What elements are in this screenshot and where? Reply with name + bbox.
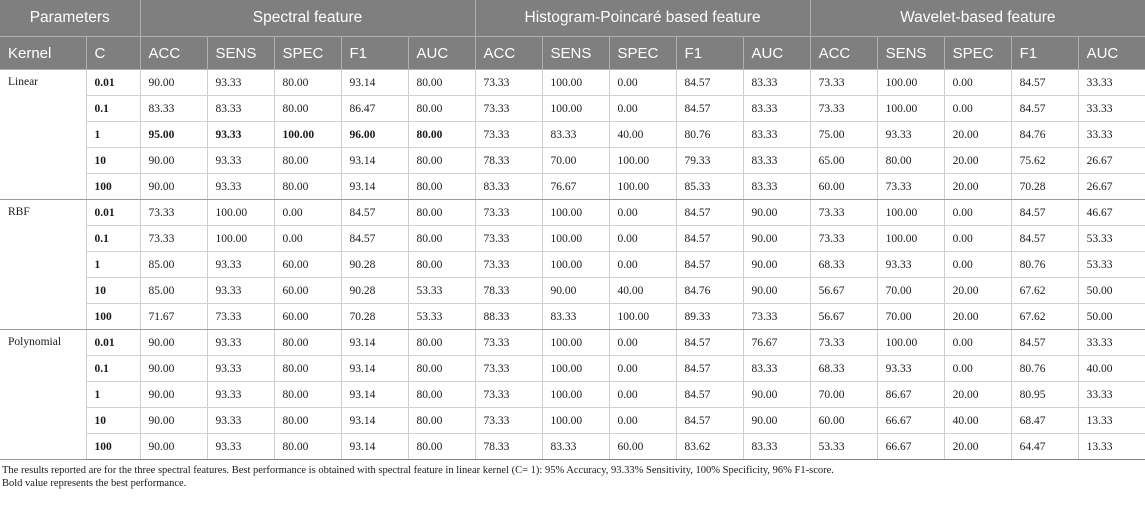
metric-cell: 80.00	[274, 96, 341, 122]
metric-cell: 80.00	[408, 122, 475, 148]
metric-cell: 0.00	[609, 96, 676, 122]
c-value-cell: 10	[86, 148, 140, 174]
metric-cell: 85.33	[676, 174, 743, 200]
metric-cell: 53.33	[1078, 252, 1145, 278]
metric-cell: 84.57	[676, 226, 743, 252]
table-body	[0, 70, 1145, 460]
metric-cell: 33.33	[1078, 96, 1145, 122]
metric-cell: 85.00	[140, 252, 207, 278]
metric-cell: 80.00	[408, 200, 475, 226]
metric-cell: 68.33	[810, 252, 877, 278]
metric-cell: 64.47	[1011, 434, 1078, 460]
metric-cell: 93.33	[877, 122, 944, 148]
metric-cell: 73.33	[475, 70, 542, 96]
metric-cell: 68.47	[1011, 408, 1078, 434]
metric-cell: 73.33	[475, 382, 542, 408]
metric-cell: 80.00	[274, 148, 341, 174]
metric-cell: 100.00	[207, 226, 274, 252]
metric-cell: 66.67	[877, 408, 944, 434]
metric-cell: 40.00	[1078, 356, 1145, 382]
metric-cell: 33.33	[1078, 330, 1145, 356]
metric-cell: 84.76	[676, 278, 743, 304]
metric-cell: 90.00	[743, 382, 810, 408]
metric-cell: 83.33	[743, 96, 810, 122]
table-row	[0, 330, 1145, 356]
metric-cell: 33.33	[1078, 70, 1145, 96]
metric-cell: 80.00	[274, 174, 341, 200]
metric-cell: 93.33	[207, 434, 274, 460]
metric-cell: 100.00	[877, 226, 944, 252]
metric-cell: 100.00	[609, 174, 676, 200]
column-header: F1	[676, 37, 743, 70]
metric-cell: 89.33	[676, 304, 743, 330]
metric-cell: 75.00	[810, 122, 877, 148]
table-row	[0, 278, 1145, 304]
metric-cell: 73.33	[140, 200, 207, 226]
sub-header-row	[0, 37, 1145, 70]
metric-cell: 80.00	[408, 356, 475, 382]
metric-cell: 100.00	[542, 408, 609, 434]
metric-cell: 84.57	[676, 200, 743, 226]
metric-cell: 80.76	[1011, 356, 1078, 382]
table-row	[0, 408, 1145, 434]
metric-cell: 0.00	[944, 96, 1011, 122]
c-value-cell: 10	[86, 408, 140, 434]
metric-cell: 84.57	[676, 382, 743, 408]
metric-cell: 100.00	[877, 200, 944, 226]
metric-cell: 84.57	[1011, 200, 1078, 226]
metric-cell: 80.00	[877, 148, 944, 174]
metric-cell: 79.33	[676, 148, 743, 174]
footnote-results: The results reported are for the three spectral features. Best performance is obtained with spectral feature in linear kernel (C= 1): 95% Accuracy, 93.33% Sensitivity, 100% Specificity, 96% F1-score.	[2, 465, 834, 476]
column-header: F1	[1011, 37, 1078, 70]
metric-cell: 84.57	[676, 330, 743, 356]
metric-cell: 20.00	[944, 382, 1011, 408]
column-header: SENS	[877, 37, 944, 70]
metric-cell: 73.33	[743, 304, 810, 330]
table-row	[0, 252, 1145, 278]
metric-cell: 0.00	[274, 226, 341, 252]
column-header: SPEC	[274, 37, 341, 70]
metric-cell: 93.14	[341, 382, 408, 408]
column-header: AUC	[408, 37, 475, 70]
table-row	[0, 122, 1145, 148]
metric-cell: 80.00	[408, 434, 475, 460]
metric-cell: 78.33	[475, 278, 542, 304]
metric-cell: 70.00	[877, 278, 944, 304]
c-value-cell: 10	[86, 278, 140, 304]
metric-cell: 70.28	[341, 304, 408, 330]
metric-cell: 83.33	[475, 174, 542, 200]
metric-cell: 73.33	[475, 330, 542, 356]
metric-cell: 80.00	[274, 434, 341, 460]
metric-cell: 80.00	[408, 330, 475, 356]
metric-cell: 84.57	[676, 96, 743, 122]
footnote-bold: Bold value represents the best performance.	[2, 478, 187, 489]
table-row	[0, 96, 1145, 122]
metric-cell: 13.33	[1078, 408, 1145, 434]
column-header: Kernel	[0, 37, 86, 70]
metric-cell: 80.95	[1011, 382, 1078, 408]
metric-cell: 83.33	[542, 434, 609, 460]
metric-cell: 73.33	[810, 96, 877, 122]
column-header: F1	[341, 37, 408, 70]
metric-cell: 0.00	[944, 330, 1011, 356]
metric-cell: 0.00	[944, 356, 1011, 382]
metric-cell: 56.67	[810, 278, 877, 304]
metric-cell: 80.00	[408, 148, 475, 174]
metric-cell: 90.28	[341, 252, 408, 278]
metric-cell: 53.33	[408, 304, 475, 330]
metric-cell: 60.00	[274, 278, 341, 304]
column-header: AUC	[743, 37, 810, 70]
c-value-cell: 1	[86, 252, 140, 278]
metric-cell: 68.33	[810, 356, 877, 382]
metric-cell: 50.00	[1078, 304, 1145, 330]
metric-cell: 73.33	[475, 226, 542, 252]
metric-cell: 56.67	[810, 304, 877, 330]
group-header-wavelet: Wavelet-based feature	[810, 0, 1145, 37]
metric-cell: 93.33	[207, 174, 274, 200]
metric-cell: 26.67	[1078, 148, 1145, 174]
metric-cell: 40.00	[944, 408, 1011, 434]
metric-cell: 80.00	[408, 174, 475, 200]
metric-cell: 100.00	[877, 70, 944, 96]
metric-cell: 100.00	[542, 96, 609, 122]
metric-cell: 20.00	[944, 278, 1011, 304]
metric-cell: 80.00	[408, 70, 475, 96]
metric-cell: 83.33	[542, 122, 609, 148]
metric-cell: 53.33	[1078, 226, 1145, 252]
metric-cell: 20.00	[944, 434, 1011, 460]
metric-cell: 90.00	[140, 408, 207, 434]
metric-cell: 65.00	[810, 148, 877, 174]
metric-cell: 93.33	[207, 252, 274, 278]
metric-cell: 93.33	[207, 122, 274, 148]
metric-cell: 0.00	[274, 200, 341, 226]
metric-cell: 0.00	[609, 408, 676, 434]
metric-cell: 84.57	[1011, 226, 1078, 252]
metric-cell: 73.33	[810, 226, 877, 252]
metric-cell: 93.33	[877, 356, 944, 382]
table-row	[0, 434, 1145, 460]
metric-cell: 85.00	[140, 278, 207, 304]
metric-cell: 93.33	[877, 252, 944, 278]
metric-cell: 100.00	[542, 200, 609, 226]
metric-cell: 83.33	[542, 304, 609, 330]
metric-cell: 73.33	[475, 122, 542, 148]
metric-cell: 80.00	[274, 356, 341, 382]
metric-cell: 73.33	[475, 96, 542, 122]
metric-cell: 73.33	[475, 356, 542, 382]
metric-cell: 90.00	[140, 148, 207, 174]
metric-cell: 84.57	[676, 408, 743, 434]
metric-cell: 0.00	[609, 382, 676, 408]
metric-cell: 93.33	[207, 382, 274, 408]
table-row	[0, 304, 1145, 330]
metric-cell: 76.67	[743, 330, 810, 356]
metric-cell: 84.57	[341, 200, 408, 226]
group-header-row	[0, 0, 1145, 37]
metric-cell: 83.62	[676, 434, 743, 460]
metric-cell: 20.00	[944, 122, 1011, 148]
metric-cell: 84.57	[1011, 96, 1078, 122]
c-value-cell: 0.1	[86, 96, 140, 122]
metric-cell: 78.33	[475, 434, 542, 460]
metric-cell: 71.67	[140, 304, 207, 330]
metric-cell: 80.00	[274, 70, 341, 96]
metric-cell: 93.14	[341, 330, 408, 356]
table-row	[0, 382, 1145, 408]
metric-cell: 93.33	[207, 70, 274, 96]
kernel-cell: Linear	[0, 70, 86, 200]
kernel-cell: RBF	[0, 200, 86, 330]
c-value-cell: 0.1	[86, 226, 140, 252]
metric-cell: 73.33	[140, 226, 207, 252]
metric-cell: 83.33	[743, 434, 810, 460]
metric-cell: 100.00	[542, 70, 609, 96]
metric-cell: 90.00	[140, 434, 207, 460]
metric-cell: 93.14	[341, 408, 408, 434]
metric-cell: 60.00	[810, 174, 877, 200]
metric-cell: 90.28	[341, 278, 408, 304]
metric-cell: 0.00	[944, 200, 1011, 226]
metric-cell: 80.00	[408, 252, 475, 278]
metric-cell: 60.00	[274, 304, 341, 330]
metric-cell: 80.76	[676, 122, 743, 148]
metric-cell: 78.33	[475, 148, 542, 174]
metric-cell: 26.67	[1078, 174, 1145, 200]
metric-cell: 70.00	[877, 304, 944, 330]
metric-cell: 33.33	[1078, 382, 1145, 408]
table-header	[0, 0, 1145, 70]
metric-cell: 20.00	[944, 174, 1011, 200]
metric-cell: 84.57	[1011, 330, 1078, 356]
metric-cell: 50.00	[1078, 278, 1145, 304]
metric-cell: 83.33	[743, 122, 810, 148]
metric-cell: 100.00	[609, 304, 676, 330]
metric-cell: 80.00	[274, 408, 341, 434]
metric-cell: 90.00	[140, 70, 207, 96]
table-notes	[0, 460, 1145, 490]
metric-cell: 100.00	[877, 330, 944, 356]
c-value-cell: 0.01	[86, 70, 140, 96]
c-value-cell: 100	[86, 304, 140, 330]
metric-cell: 33.33	[1078, 122, 1145, 148]
metric-cell: 90.00	[140, 382, 207, 408]
column-header: C	[86, 37, 140, 70]
metric-cell: 0.00	[609, 70, 676, 96]
metric-cell: 83.33	[743, 70, 810, 96]
metric-cell: 83.33	[743, 356, 810, 382]
metric-cell: 90.00	[743, 408, 810, 434]
table-row	[0, 356, 1145, 382]
metric-cell: 100.00	[609, 148, 676, 174]
metric-cell: 100.00	[207, 200, 274, 226]
metric-cell: 84.57	[676, 252, 743, 278]
metric-cell: 83.33	[140, 96, 207, 122]
metric-cell: 40.00	[609, 278, 676, 304]
metric-cell: 83.33	[743, 174, 810, 200]
metric-cell: 66.67	[877, 434, 944, 460]
metric-cell: 93.33	[207, 278, 274, 304]
metric-cell: 100.00	[542, 330, 609, 356]
c-value-cell: 0.1	[86, 356, 140, 382]
metric-cell: 84.57	[676, 356, 743, 382]
metric-cell: 80.00	[408, 408, 475, 434]
table-row	[0, 226, 1145, 252]
metric-cell: 93.14	[341, 356, 408, 382]
metric-cell: 46.67	[1078, 200, 1145, 226]
column-header: ACC	[475, 37, 542, 70]
metric-cell: 80.76	[1011, 252, 1078, 278]
metric-cell: 67.62	[1011, 278, 1078, 304]
metric-cell: 100.00	[542, 226, 609, 252]
metric-cell: 76.67	[542, 174, 609, 200]
metric-cell: 90.00	[140, 330, 207, 356]
metric-cell: 86.67	[877, 382, 944, 408]
metric-cell: 100.00	[877, 96, 944, 122]
metric-cell: 93.33	[207, 148, 274, 174]
group-header-spectral: Spectral feature	[140, 0, 475, 37]
metric-cell: 73.33	[810, 200, 877, 226]
column-header: SENS	[542, 37, 609, 70]
metric-cell: 73.33	[207, 304, 274, 330]
metric-cell: 75.62	[1011, 148, 1078, 174]
metric-cell: 73.33	[810, 70, 877, 96]
metric-cell: 67.62	[1011, 304, 1078, 330]
metric-cell: 0.00	[609, 252, 676, 278]
metric-cell: 93.33	[207, 408, 274, 434]
metric-cell: 100.00	[542, 356, 609, 382]
group-header-parameters: Parameters	[0, 0, 140, 37]
c-value-cell: 1	[86, 122, 140, 148]
group-header-histogram: Histogram-Poincaré based feature	[475, 0, 810, 37]
metric-cell: 93.14	[341, 174, 408, 200]
c-value-cell: 100	[86, 174, 140, 200]
metric-cell: 73.33	[475, 200, 542, 226]
c-value-cell: 100	[86, 434, 140, 460]
metric-cell: 0.00	[609, 356, 676, 382]
metric-cell: 0.00	[609, 200, 676, 226]
metric-cell: 0.00	[609, 330, 676, 356]
column-header: SPEC	[944, 37, 1011, 70]
metric-cell: 20.00	[944, 304, 1011, 330]
c-value-cell: 1	[86, 382, 140, 408]
table-row	[0, 200, 1145, 226]
column-header: SPEC	[609, 37, 676, 70]
metric-cell: 90.00	[743, 252, 810, 278]
metric-cell: 70.28	[1011, 174, 1078, 200]
metric-cell: 0.00	[944, 226, 1011, 252]
metric-cell: 93.33	[207, 330, 274, 356]
metric-cell: 0.00	[944, 252, 1011, 278]
column-header: ACC	[140, 37, 207, 70]
metric-cell: 84.57	[676, 70, 743, 96]
table-row	[0, 174, 1145, 200]
column-header: AUC	[1078, 37, 1145, 70]
metric-cell: 90.00	[140, 356, 207, 382]
metric-cell: 100.00	[274, 122, 341, 148]
metric-cell: 84.76	[1011, 122, 1078, 148]
c-value-cell: 0.01	[86, 330, 140, 356]
metric-cell: 60.00	[609, 434, 676, 460]
metric-cell: 90.00	[542, 278, 609, 304]
metric-cell: 13.33	[1078, 434, 1145, 460]
metric-cell: 80.00	[408, 382, 475, 408]
metric-cell: 73.33	[475, 408, 542, 434]
metric-cell: 80.00	[408, 96, 475, 122]
metric-cell: 73.33	[475, 252, 542, 278]
metric-cell: 100.00	[542, 382, 609, 408]
metric-cell: 80.00	[274, 382, 341, 408]
metric-cell: 96.00	[341, 122, 408, 148]
metric-cell: 80.00	[408, 226, 475, 252]
metric-cell: 83.33	[743, 148, 810, 174]
column-header: SENS	[207, 37, 274, 70]
metric-cell: 70.00	[810, 382, 877, 408]
metric-cell: 53.33	[810, 434, 877, 460]
table-row	[0, 70, 1145, 96]
metric-cell: 93.14	[341, 70, 408, 96]
metric-cell: 40.00	[609, 122, 676, 148]
column-header: ACC	[810, 37, 877, 70]
metric-cell: 90.00	[743, 200, 810, 226]
metric-cell: 60.00	[810, 408, 877, 434]
metric-cell: 93.14	[341, 434, 408, 460]
metric-cell: 83.33	[207, 96, 274, 122]
metric-cell: 84.57	[1011, 70, 1078, 96]
metric-cell: 84.57	[341, 226, 408, 252]
table-row	[0, 148, 1145, 174]
metric-cell: 93.14	[341, 148, 408, 174]
metric-cell: 20.00	[944, 148, 1011, 174]
metric-cell: 73.33	[877, 174, 944, 200]
metric-cell: 88.33	[475, 304, 542, 330]
metric-cell: 73.33	[810, 330, 877, 356]
metric-cell: 0.00	[609, 226, 676, 252]
metric-cell: 90.00	[743, 226, 810, 252]
metric-cell: 90.00	[743, 278, 810, 304]
metric-cell: 70.00	[542, 148, 609, 174]
metric-cell: 80.00	[274, 330, 341, 356]
metric-cell: 90.00	[140, 174, 207, 200]
metric-cell: 86.47	[341, 96, 408, 122]
c-value-cell: 0.01	[86, 200, 140, 226]
kernel-cell: Polynomial	[0, 330, 86, 460]
metric-cell: 53.33	[408, 278, 475, 304]
metric-cell: 0.00	[944, 70, 1011, 96]
metric-cell: 95.00	[140, 122, 207, 148]
metric-cell: 60.00	[274, 252, 341, 278]
metric-cell: 100.00	[542, 252, 609, 278]
metric-cell: 93.33	[207, 356, 274, 382]
